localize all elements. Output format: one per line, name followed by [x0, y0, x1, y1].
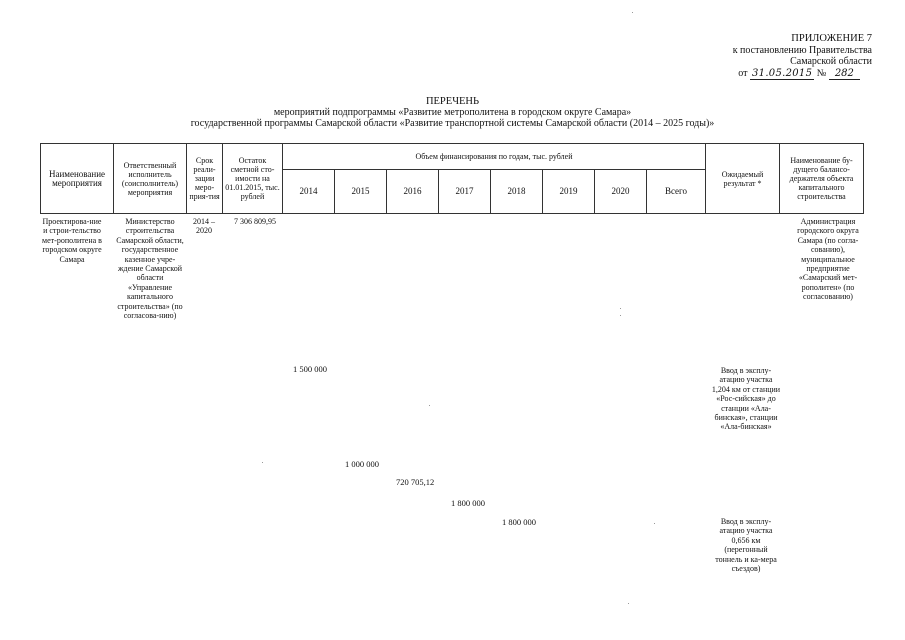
row-term: 2014 – 2020: [193, 217, 215, 236]
title-program: государственной программы Самарской области «Развитие транспортной системы Самарской области (2014 – 2025 годы)»: [190, 118, 715, 129]
scan-speck: [620, 308, 621, 309]
scan-speck: [654, 523, 655, 524]
value-2018: 1 800 000: [502, 517, 536, 527]
handwritten-date: 31.05.2015: [752, 67, 813, 79]
header-table: [40, 143, 864, 214]
header-term: Срок реали-зации меро-прия-тия: [187, 144, 223, 214]
appendix-title: ПРИЛОЖЕНИЕ 7: [791, 33, 872, 44]
year-total: Всего: [647, 170, 706, 214]
year-2019: 2019: [543, 170, 595, 214]
value-2015: 1 000 000: [345, 459, 379, 469]
header-holder: Наименование бу-дущего балансо-держателя объекта капитального строительства: [780, 144, 864, 214]
appendix-decree-line: к постановлению Правительства: [732, 44, 872, 56]
header-name: Наименование мероприятия: [41, 144, 114, 214]
scan-speck: [632, 12, 633, 13]
row-holder: Администрация городского округа Самара (по согла-сованию), муниципальное предприятие «Самарский мет-рополитен» (по согласованию): [797, 217, 859, 302]
scan-speck: [429, 405, 430, 406]
scan-speck: [628, 603, 629, 604]
appendix-date-line: [733, 68, 872, 80]
title-perechen: ПЕРЕЧЕНЬ: [425, 96, 480, 107]
title-subprogram: мероприятий подпрограммы «Развитие метрополитена в городском округе Самара»: [273, 107, 632, 118]
handwritten-number: 282: [829, 68, 860, 80]
header-executor: Ответственный исполнитель (соисполнитель) мероприятия: [114, 144, 187, 214]
year-2020: 2020: [595, 170, 647, 214]
header-funding: Объем финансирования по годам, тыс. рублей: [283, 144, 706, 170]
row-executor: Министерство строительства Самарской области, государственное казенное учре-ждение Самарской области «Управление капитального строительства» (по согласова-нию): [116, 217, 184, 321]
year-2014: 2014: [283, 170, 335, 214]
document-title: [0, 96, 905, 129]
header-remainder: Остаток сметной сто-имости на 01.01.2015, тыс. рублей: [223, 144, 283, 214]
row-name: Проектирова-ние и строи-тельство мет-рополитена в городском округе Самара: [42, 217, 102, 264]
header-result: Ожидаемый результат *: [706, 144, 780, 214]
number-prefix: №: [816, 67, 827, 79]
value-2014: 1 500 000: [293, 364, 327, 374]
row-remainder: 7 306 809,95: [234, 217, 276, 226]
year-2015: 2015: [335, 170, 387, 214]
date-prefix: от: [738, 67, 748, 79]
result-second: Ввод в эксплу-атацию участка 0,656 км (перегонный тоннель и ка-мера съездов): [715, 517, 777, 574]
scan-speck: [620, 315, 621, 316]
value-2017: 1 800 000: [451, 498, 485, 508]
scan-speck: [262, 462, 263, 463]
year-2018: 2018: [491, 170, 543, 214]
result-first: Ввод в эксплу-атацию участка 1,204 км от станции «Рос-сийская» до станции «Ала-бинская», станции «Ала-бинская»: [711, 366, 781, 432]
year-2017: 2017: [439, 170, 491, 214]
value-2016: 720 705,12: [396, 477, 435, 487]
appendix-block: [733, 33, 872, 79]
appendix-region-line: Самарской области: [790, 56, 872, 67]
year-2016: 2016: [387, 170, 439, 214]
